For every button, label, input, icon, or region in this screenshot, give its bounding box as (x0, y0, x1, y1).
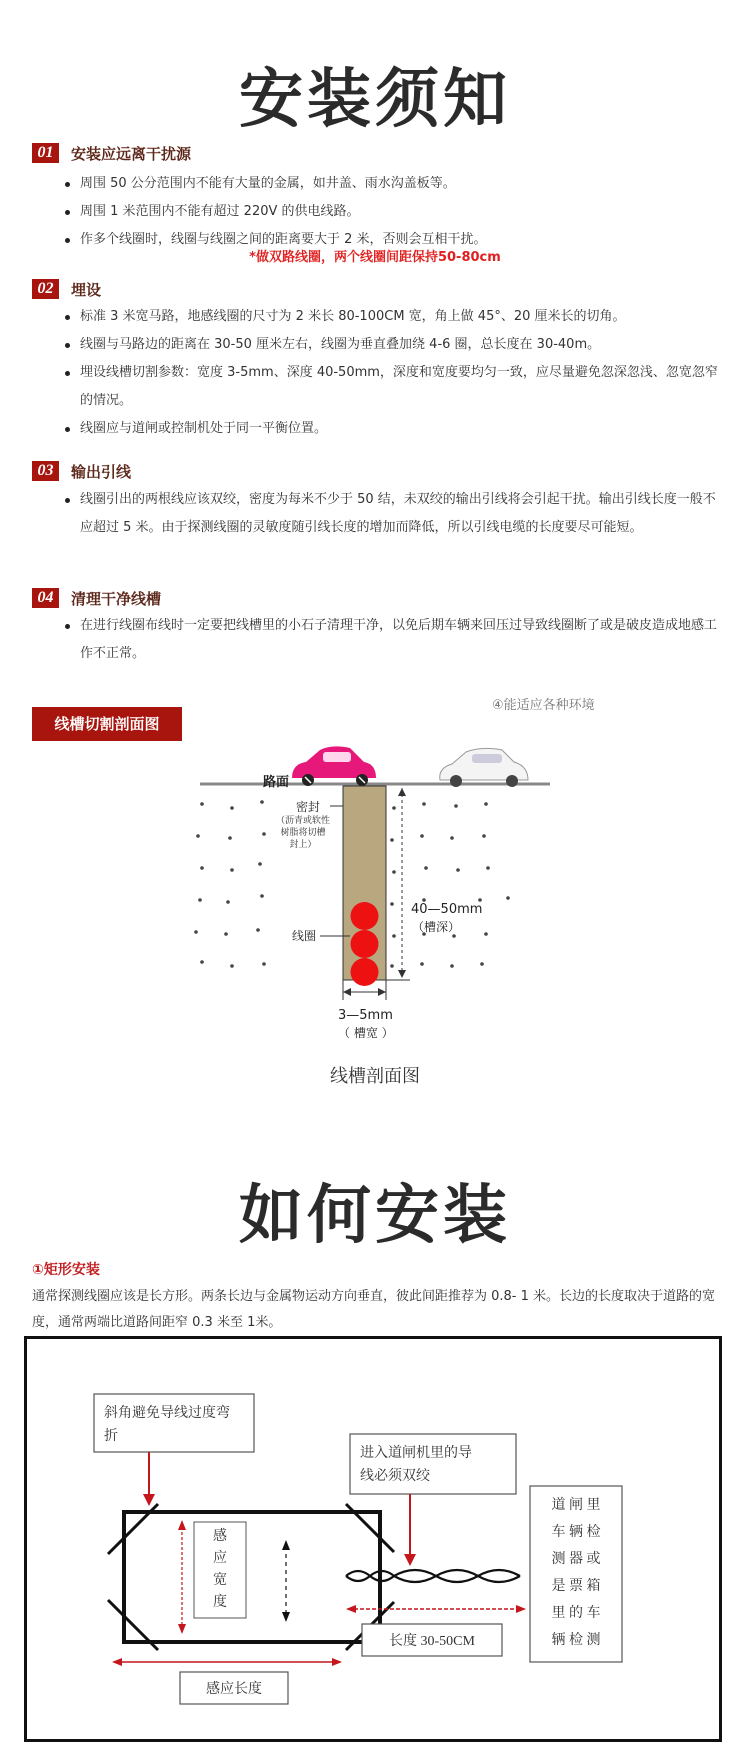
gate-note-line: 里 的 车 (551, 1606, 601, 1621)
section-03-header (32, 460, 131, 482)
seal-note-line: 封上） (289, 840, 317, 850)
coil-wire-circle (351, 930, 379, 958)
twist-note (360, 1442, 516, 1488)
sense-width-char: 宽 (213, 1573, 227, 1588)
depth-label: 40—50mm (411, 902, 483, 917)
coil-label: 线圈 (292, 929, 317, 943)
list-item: 标准 3 米宽马路，地感线圈的尺寸为 2 米长 80-100CM 宽，角上做 45°、20 厘米长的切角。 (62, 303, 722, 331)
seal-note (268, 815, 338, 851)
lead-length-label: 长度 30-50CM (389, 1634, 475, 1649)
twist-note-line: 线必须双绞 (360, 1469, 430, 1484)
section-03-number: 03 (32, 461, 59, 481)
section-02-list (62, 303, 722, 443)
gate-note-line: 测 器 或 (551, 1552, 601, 1567)
section-02-header (32, 278, 101, 300)
rect-install-paragraph: 通常探测线圈应该是长方形。两条长边与金属物运动方向垂直，彼此间距推荐为 0.8- 1 米。长边的长度取决于道路的宽度，通常两端比道路间距窄 0.3 米至 1米。 (32, 1289, 716, 1330)
coil-wire-circle (351, 958, 379, 986)
page-title-install-notes: 安装须知 (239, 63, 511, 137)
gate-note-line: 是 票 箱 (551, 1579, 601, 1594)
sense-length-label: 感应长度 (206, 1682, 262, 1697)
rect-install-subtitle: ①矩形安装 (32, 1262, 100, 1278)
section-03-title: 输出引线 (71, 462, 132, 481)
list-item: 作多个线圈时，线圈与线圈之间的距离要大于 2 米，否则会互相干扰。 (62, 226, 722, 254)
section-04-header (32, 587, 161, 609)
section-01-note: *做双路线圈，两个线圈间距保持50-80cm (249, 250, 501, 265)
depth-sub-label: （槽深） (412, 920, 461, 934)
bevel-note-line: 斜角避免导线过度弯 (104, 1406, 230, 1421)
sense-width-char: 感 (213, 1529, 227, 1544)
cross-section-banner: 线槽切割剖面图 (32, 707, 182, 741)
width-label: 3—5mm (338, 1008, 393, 1023)
gate-note-line: 道 闸 里 (551, 1498, 601, 1513)
pink-car-icon (292, 746, 376, 786)
section-04-title: 清理干净线槽 (71, 589, 162, 608)
section-02-title: 埋设 (71, 280, 102, 299)
sense-width-char: 度 (213, 1595, 227, 1610)
gate-note-line: 辆 检 测 (551, 1633, 601, 1648)
white-car-icon (440, 748, 528, 787)
section-03-list (62, 486, 722, 542)
width-sub-label: （ 槽宽 ） (338, 1026, 394, 1040)
section-01-title: 安装应远离干扰源 (71, 144, 192, 163)
section-01-list (62, 170, 722, 254)
list-item: 周围 50 公分范围内不能有大量的金属，如井盖、雨水沟盖板等。 (62, 170, 722, 198)
list-item: 周围 1 米范围内不能有超过 220V 的供电线路。 (62, 198, 722, 226)
section-04-list (62, 612, 722, 668)
twist-note-line: 进入道闸机里的导 (360, 1446, 472, 1461)
section-04-number: 04 (32, 588, 59, 608)
section-01-header (32, 142, 191, 164)
page-title-how-install: 如何安装 (239, 1179, 511, 1253)
twisted-lead-wire (346, 1570, 520, 1582)
environment-caption: ④能适应各种环境 (492, 698, 595, 713)
cross-section-caption: 线槽剖面图 (330, 1066, 420, 1087)
list-item: 线圈应与道闸或控制机处于同一平衡位置。 (62, 415, 722, 443)
seal-note-line: 树脂将切槽 (280, 828, 326, 838)
list-item: 埋设线槽切割参数：宽度 3-5mm、深度 40-50mm，深度和宽度要均匀一致，应尽量避免忽深忽浅、忽宽忽窄的情况。 (62, 359, 722, 415)
section-01-number: 01 (32, 143, 59, 163)
seal-note-line: （沥青或软性 (275, 816, 330, 826)
gate-note-line: 车 辆 检 (551, 1525, 601, 1540)
bevel-note (104, 1402, 254, 1448)
sense-width-char: 应 (213, 1551, 227, 1566)
list-item: 线圈与马路边的距离在 30-50 厘米左右，线圈为垂直叠加绕 4-6 圈，总长度在 30-40m。 (62, 331, 722, 359)
list-item: 在进行线圈布线时一定要把线槽里的小石子清理干净，以免后期车辆来回压过导致线圈断了或是破皮造成地感工作不正常。 (62, 612, 722, 668)
sense-width-label (194, 1526, 246, 1614)
seal-label: 密封 (296, 800, 321, 814)
road-label: 路面 (263, 775, 290, 790)
bevel-note-line: 折 (104, 1429, 118, 1444)
coil-wire-circle (351, 902, 379, 930)
list-item: 线圈引出的两根线应该双绞，密度为每米不少于 50 结，未双绞的输出引线将会引起干扰。输出引线长度一般不应超过 5 米。由于探测线圈的灵敏度随引线长度的增加而降低，所以引线电缆的长度要尽可能短。 (62, 486, 722, 542)
coil-rectangle (124, 1512, 380, 1642)
gate-detector-note (530, 1492, 622, 1654)
section-02-number: 02 (32, 279, 59, 299)
